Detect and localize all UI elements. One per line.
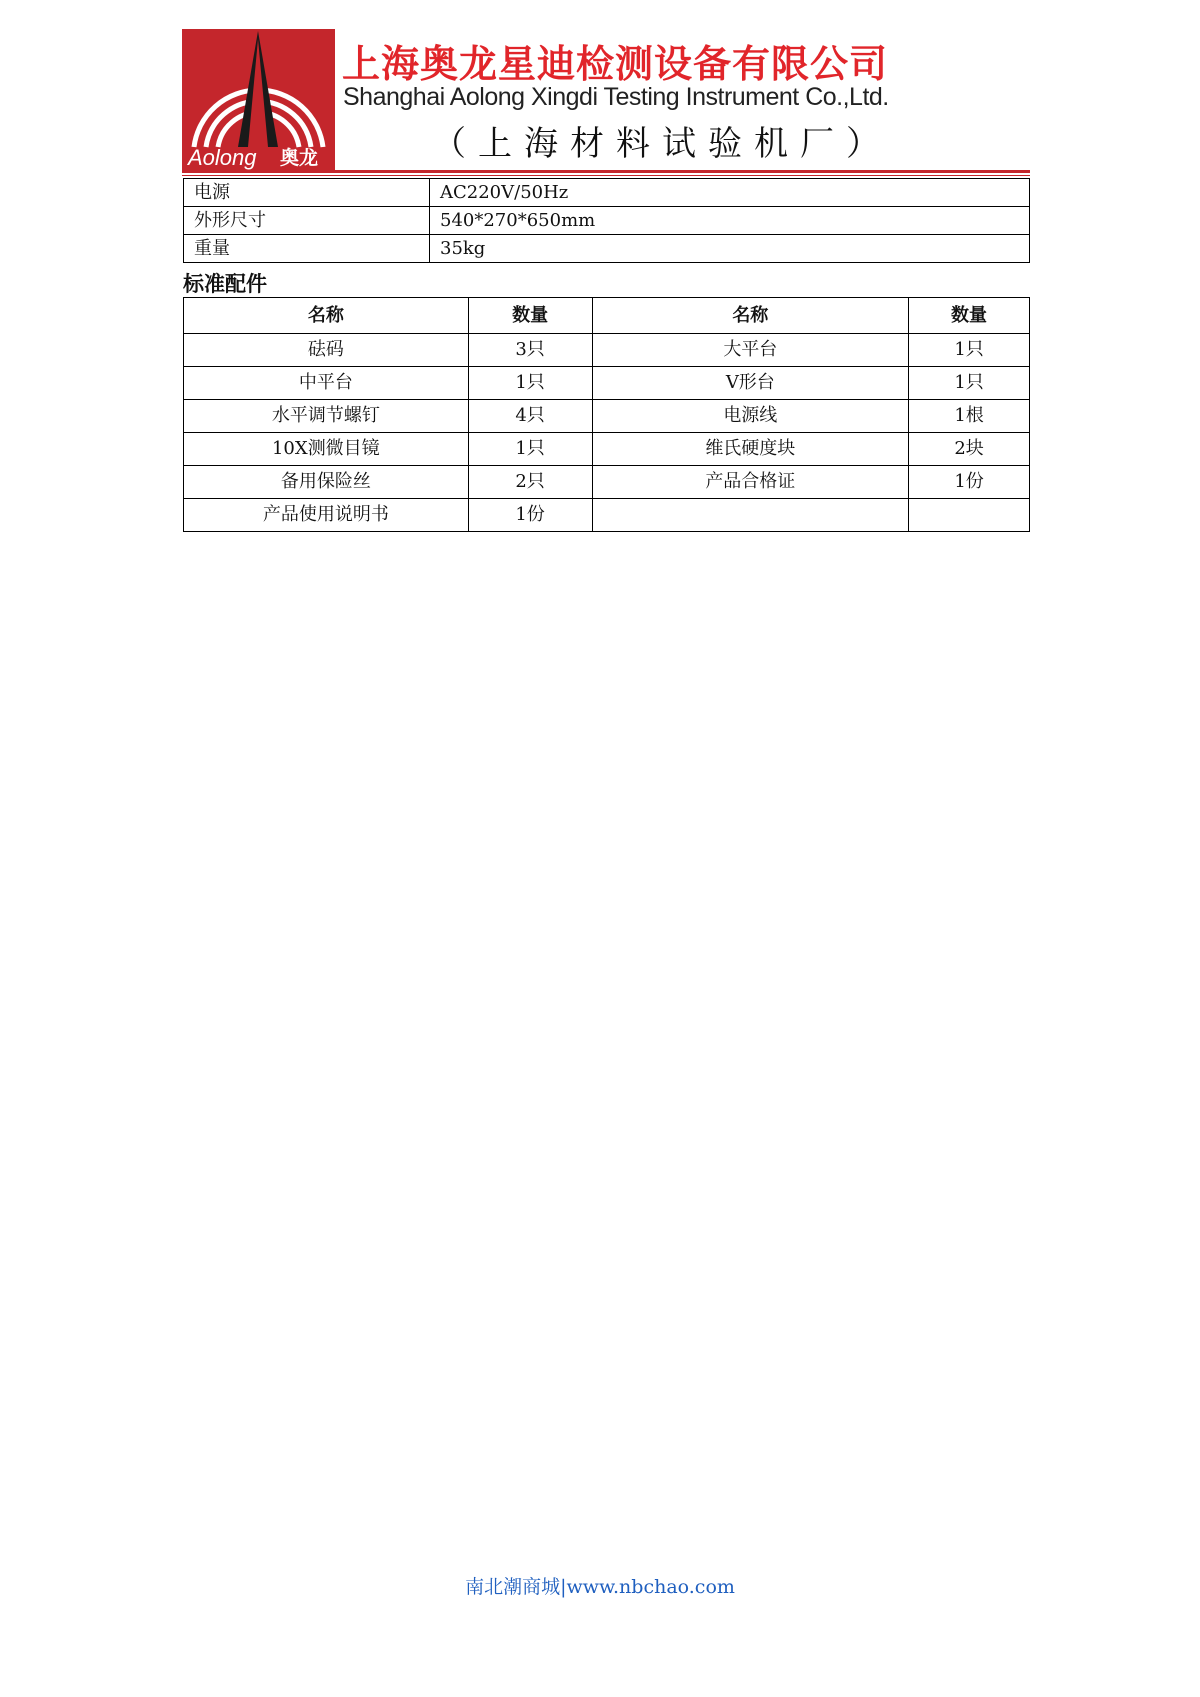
item-qty: 1份 (909, 466, 1030, 499)
item-qty: 1只 (468, 367, 592, 400)
item-qty: 4只 (468, 400, 592, 433)
spec-label: 外形尺寸 (184, 207, 430, 235)
footer-text[interactable]: 南北潮商城|www.nbchao.com (465, 1576, 735, 1598)
header-rule-thin (182, 175, 1030, 176)
item-qty: 2块 (909, 433, 1030, 466)
item-name: 大平台 (592, 334, 909, 367)
letterhead (182, 29, 1030, 170)
item-qty: 1只 (909, 367, 1030, 400)
item-qty: 1根 (909, 400, 1030, 433)
spec-value: 35kg (430, 235, 1030, 263)
item-qty: 1只 (468, 433, 592, 466)
table-row (184, 400, 1030, 433)
svg-text:Aolong: Aolong (188, 145, 257, 170)
spec-row (184, 235, 1030, 263)
item-qty: 3只 (468, 334, 592, 367)
item-qty: 1份 (468, 499, 592, 532)
item-name: 产品合格证 (592, 466, 909, 499)
company-name-cn: 上海奥龙星迪检测设备有限公司 (342, 42, 889, 86)
item-name: 中平台 (184, 367, 469, 400)
header-name-2: 名称 (592, 298, 909, 334)
item-name: 维氏硬度块 (592, 433, 909, 466)
table-row (184, 499, 1030, 532)
item-qty: 2只 (468, 466, 592, 499)
header-rule (182, 170, 1030, 173)
company-logo (182, 29, 335, 170)
spec-row (184, 179, 1030, 207)
item-name: 备用保险丝 (184, 466, 469, 499)
accessories-title: 标准配件 (183, 272, 267, 296)
item-name: 电源线 (592, 400, 909, 433)
item-name (592, 499, 909, 532)
item-name: V形台 (592, 367, 909, 400)
header-qty-1: 数量 (468, 298, 592, 334)
item-name: 产品使用说明书 (184, 499, 469, 532)
spec-value: AC220V/50Hz (430, 179, 1030, 207)
item-qty: 1只 (909, 334, 1030, 367)
svg-text:奥龙: 奥龙 (280, 147, 319, 169)
spec-row (184, 207, 1030, 235)
item-name: 水平调节螺钉 (184, 400, 469, 433)
company-name-en: Shanghai Aolong Xingdi Testing Instrument Co.,Ltd. (343, 83, 889, 111)
item-name: 砝码 (184, 334, 469, 367)
table-row (184, 433, 1030, 466)
accessories-table (183, 297, 1030, 532)
spec-label: 电源 (184, 179, 430, 207)
spec-table (183, 178, 1030, 263)
header-qty-2: 数量 (909, 298, 1030, 334)
item-name: 10X测微目镜 (184, 433, 469, 466)
table-row (184, 334, 1030, 367)
spec-value: 540*270*650mm (430, 207, 1030, 235)
item-qty (909, 499, 1030, 532)
spec-label: 重量 (184, 235, 430, 263)
table-header-row (184, 298, 1030, 334)
header-name-1: 名称 (184, 298, 469, 334)
table-row (184, 466, 1030, 499)
table-row (184, 367, 1030, 400)
factory-name: （上海材料试验机厂） (432, 124, 892, 164)
